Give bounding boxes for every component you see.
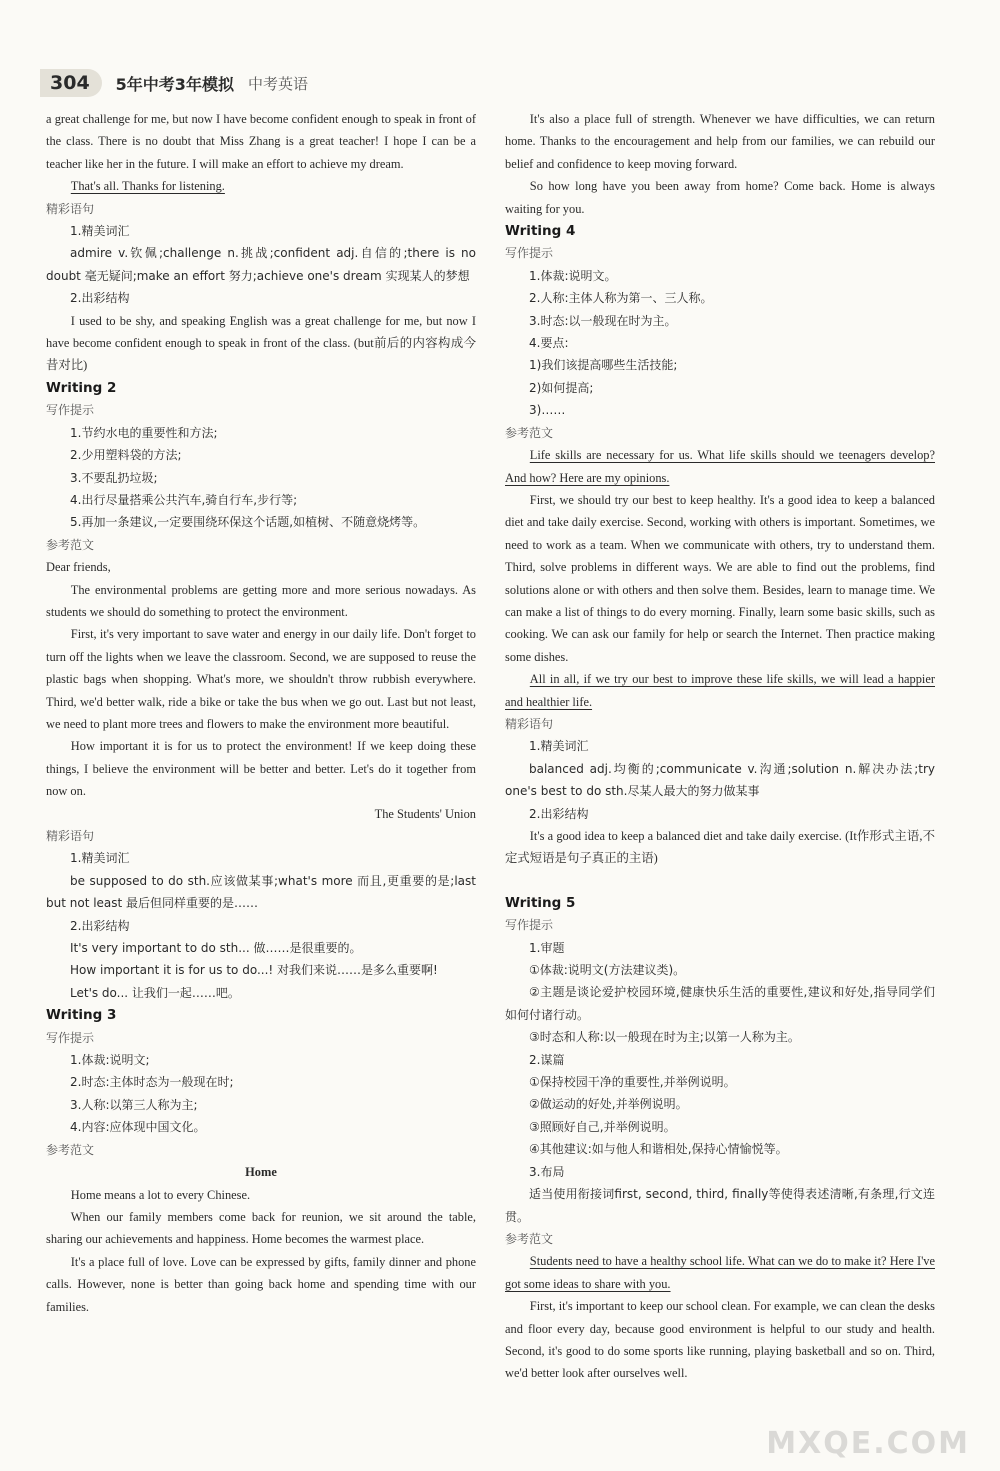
paragraph: When our family members come back for reunion, we sit around the table, sharing our achievements and happiness. Home becomes the warmest place. [46,1209,476,1247]
right-column [505,108,935,1385]
paragraph: I used to be shy, and speaking English was a great challenge for me, but now I have become confident enough to speak in front of the class. (but前后的内容构成今昔对比) [46,313,476,373]
section-label: 精彩语句 [46,201,95,216]
underlined-text: All in all, if we try our best to improve these life skills, we will lead a happier and healthier life. [505,672,935,709]
paragraph: The environmental problems are getting more and more serious nowadays. As students we should do something to protect the environment. [46,582,476,619]
note-line: How important it is for us to do...! 对我们来说……是多么重要啊! [70,963,438,978]
note-line: 4.出行尽量搭乘公共汽车,骑自行车,步行等; [70,492,298,507]
note-line: 4.内容:应体现中国文化。 [70,1120,206,1135]
note-line: 2.出彩结构 [70,918,130,933]
note-line: 1.精美词汇 [529,739,589,754]
note-line: ②主题是谈论爱护校园环境,健康快乐生活的重要性,建议和好处,指导同学们如何付诸行动。 [505,985,935,1022]
paragraph: It's a good idea to keep a balanced diet and take daily exercise. (It作形式主语,不定式短语是句子真正的主语) [505,829,935,866]
left-column [46,108,476,1318]
note-line: 5.再加一条建议,一定要围绕环保这个话题,如植树、不随意烧烤等。 [70,515,426,530]
section-label: 参考范文 [505,1231,554,1246]
note-line: 1.精美词汇 [70,224,130,239]
note-line: 3.布局 [529,1164,565,1179]
note-line: Let's do... 让我们一起……吧。 [70,985,240,1000]
paragraph [46,175,476,197]
note-line: 1.精美词汇 [70,851,130,866]
paragraph: First, it's important to keep our school clean. For example, we can clean the desks and floor every day, because good environment is helpful to our study and health. Second, it's good to do some sports like running, playing basketball and so on. Third, we'd better look after ourselves well. [505,1299,935,1381]
paragraph: It's also a place full of strength. Whenever we have difficulties, we can return home. Thanks to the encouragement and help from our families, we can rebuild our belief and confidence to keep moving forward. [505,112,935,171]
book-title: 5年中考3年模拟 [115,74,234,94]
paragraph: First, it's very important to save water and energy in our daily life. Don't forget to turn off the lights when we leave the classroom. Second, we are supposed to reuse the plastic bags when shopping. What's more, we shouldn't throw rubbish everywhere. Third, we'd better walk, ride a bike or take the bus when we go out. Last but not least, we need to plant more trees and flowers to make the environment more beautiful. [46,627,476,731]
site-watermark: MXQE.COM [766,1426,970,1461]
signature-line: The Students' Union [374,806,476,821]
underlined-text: Students need to have a healthy school life. What can we do to make it? Here I've got some ideas to share with you. [505,1254,935,1291]
note-line: 3.不要乱扔垃圾; [70,470,158,485]
note-line: ②做运动的好处,并举例说明。 [529,1097,688,1112]
section-label: 写作提示 [46,1030,95,1045]
note-line: 2.人称:主体人称为第一、三人称。 [529,291,713,306]
page-number: 304 [40,69,102,97]
note-line: 2.少用塑料袋的方法; [70,448,182,463]
note-line: ③照顾好自己,并举例说明。 [529,1119,676,1134]
section-label: 写作提示 [46,403,95,418]
section-label: 参考范文 [505,425,554,440]
paragraph [505,1250,935,1295]
note-line: ③时态和人称:以一般现在时为主;以第一人称为主。 [529,1030,800,1045]
paragraph: Dear friends, [46,560,111,575]
note-line: be supposed to do sth.应该做某事;what's more 而且,更重要的是;last but not least 最后但同样重要的是…… [46,873,476,911]
paragraph: a great challenge for me, but now I have become confident enough to speak in front of the class. There is no doubt that Miss Zhang is a great teacher! I hope I can be a teacher like her in the future. I will make an effort to achieve my dream. [46,112,476,171]
note-line: 2.出彩结构 [70,291,130,306]
paragraph [505,444,935,489]
note-line: 3.人称:以第三人称为主; [70,1097,198,1112]
note-line: 3)…… [529,403,566,418]
paragraph: First, we should try our best to keep healthy. It's a good idea to keep a balanced diet and take daily exercise. Second, working with others is important. Sometimes, we need to work as a team. When we communicate with others, try to understand them. Third, solve problems in different ways. We are able to find out the problems, find solutions alone or with others and then solve them. Besides, learn to manage time. We can make a list of things to do every morning. Finally, learn some basic skills, such as cooking. We can ask our family for help or search the Internet. Then practice making some dishes. [505,492,935,664]
paragraph: It's a place full of love. Love can be expressed by gifts, family dinner and phone calls. However, none is better than going back home and spending time with our families. [46,1254,476,1314]
note-line: ①体裁:说明文(方法建议类)。 [529,963,686,978]
paragraph [505,668,935,713]
paragraph: How important it is for us to protect the environment! If we keep doing these things, I believe the environment will be better and better. Let's do it together from now on. [46,739,476,799]
note-line: 2.时态:主体时态为一般现在时; [70,1075,234,1090]
section-label: 写作提示 [505,246,554,261]
note-line: 1)我们该提高哪些生活技能; [529,358,678,373]
essay-title: Home [245,1165,277,1180]
section-label: 参考范文 [46,1142,95,1157]
note-line: 适当使用衔接词first, second, third, finally等使得表述清晰,有条理,行文连贯。 [505,1187,935,1224]
book-subject: 中考英语 [247,74,308,93]
paragraph: Home means a lot to every Chinese. [70,1187,251,1202]
section-title: Writing 2 [46,379,117,396]
section-label: 精彩语句 [505,716,554,731]
note-line: 2.出彩结构 [529,806,589,821]
note-line: 1.审题 [529,940,565,955]
note-line: ④其他建议:如与他人和谐相处,保持心情愉悦等。 [529,1142,788,1157]
underlined-text: That's all. Thanks for listening. [70,179,225,194]
note-line: 2.谋篇 [529,1052,565,1067]
section-label: 精彩语句 [46,829,95,843]
note-line: 1.体裁:说明文。 [529,268,617,283]
section-title: Writing 5 [505,894,576,911]
section-label: 写作提示 [505,918,554,933]
section-title: Writing 3 [46,1007,117,1024]
note-line: 2)如何提高; [529,380,594,395]
note-line: 1.节约水电的重要性和方法; [70,425,218,440]
section-label: 参考范文 [46,537,95,552]
note-line: 3.时态:以一般现在时为主。 [529,313,677,328]
note-line: It's very important to do sth... 做……是很重要的。 [70,941,362,956]
note-line: admire v.钦佩;challenge n.挑战;confident adj.自信的;there is no doubt 毫无疑问;make an effort 努力;achieve one's dream 实现某人的梦想 [46,246,476,283]
page-header [40,66,308,100]
paragraph: So how long have you been away from home? Come back. Home is always waiting for you. [505,179,935,216]
note-line: ①保持校园干净的重要性,并举例说明。 [529,1075,736,1090]
note-line: 1.体裁:说明文; [70,1053,150,1068]
section-title: Writing 4 [505,223,576,240]
note-line: 4.要点: [529,336,569,351]
underlined-text: Life skills are necessary for us. What life skills should we teenagers develop? And how? Here are my opinions. [505,448,935,485]
note-line: balanced adj.均衡的;communicate v.沟通;solution n.解决办法;try one's best to do sth.尽某人最大的努力做某事 [505,761,935,799]
spacer [505,870,935,892]
